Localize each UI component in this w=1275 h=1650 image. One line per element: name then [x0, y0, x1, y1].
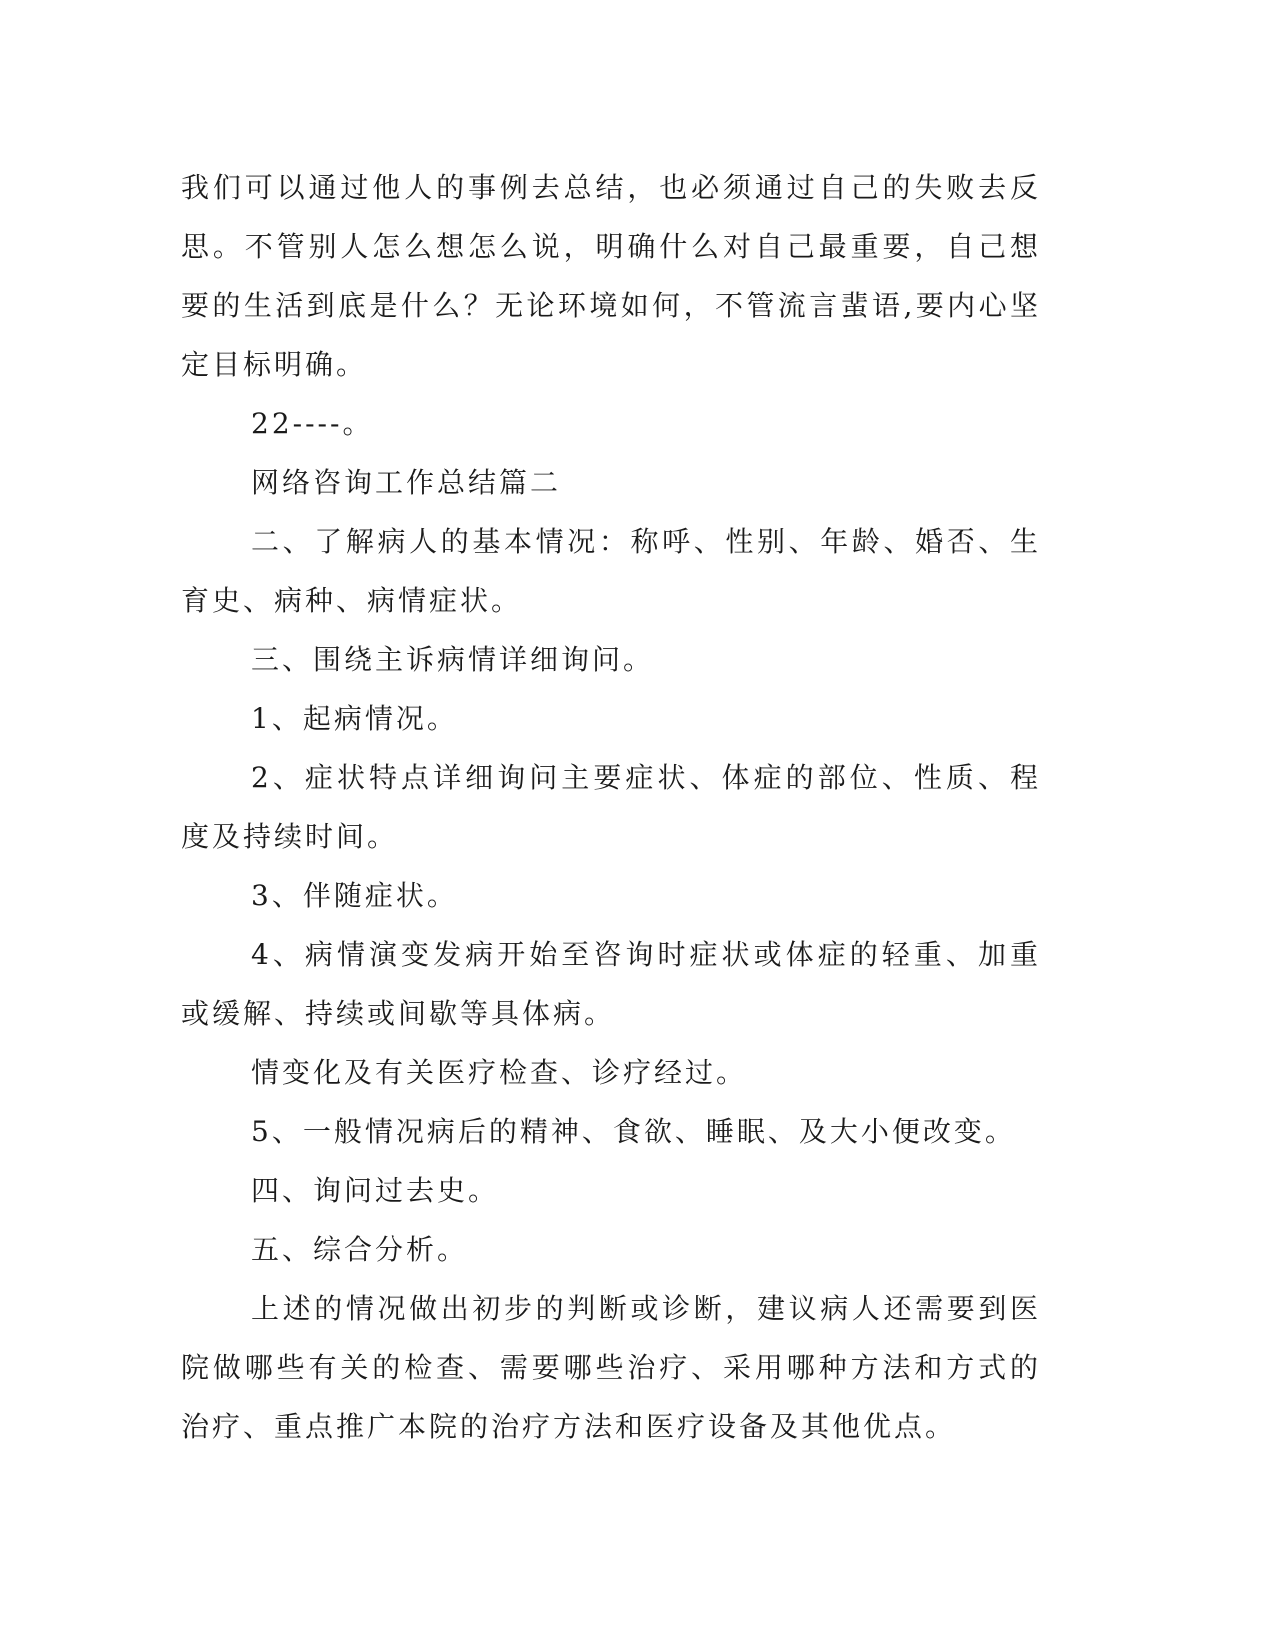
- paragraph: 五、综合分析。: [251, 1233, 469, 1266]
- paragraph: 上述的情况做出初步的判断或诊断，建议病人还需要到医院做哪些有关的检查、需要哪些治疗、采用哪种方法和方式的治疗、重点推广本院的治疗方法和医疗设备及其他优点。: [181, 1292, 1041, 1443]
- paragraph: 二、了解病人的基本情况：称呼、性别、年龄、婚否、生育史、病种、病情症状。: [181, 525, 1041, 617]
- section-heading: 网络咨询工作总结篇二: [251, 466, 562, 499]
- paragraph: 情变化及有关医疗检查、诊疗经过。: [251, 1056, 748, 1089]
- paragraph: 三、围绕主诉病情详细询问。: [251, 643, 655, 676]
- paragraph: 我们可以通过他人的事例去总结，也必须通过自己的失败去反思。不管别人怎么想怎么说，明确什么对自己最重要，自己想要的生活到底是什么？无论环境如何，不管流言蜚语,要内心坚定目标明确。: [181, 171, 1041, 381]
- list-item: 1、起病情况。: [251, 702, 458, 735]
- paragraph: 22----。: [251, 407, 374, 440]
- document-body: [181, 158, 1041, 1456]
- list-item: 3、伴随症状。: [251, 879, 458, 912]
- list-item: 2、症状特点详细询问主要症状、体症的部位、性质、程度及持续时间。: [181, 761, 1041, 853]
- list-item: 4、病情演变发病开始至咨询时症状或体症的轻重、加重或缓解、持续或间歇等具体病。: [181, 938, 1041, 1030]
- list-item: 5、一般情况病后的精神、食欲、睡眠、及大小便改变。: [251, 1115, 1016, 1148]
- paragraph: 四、询问过去史。: [251, 1174, 500, 1207]
